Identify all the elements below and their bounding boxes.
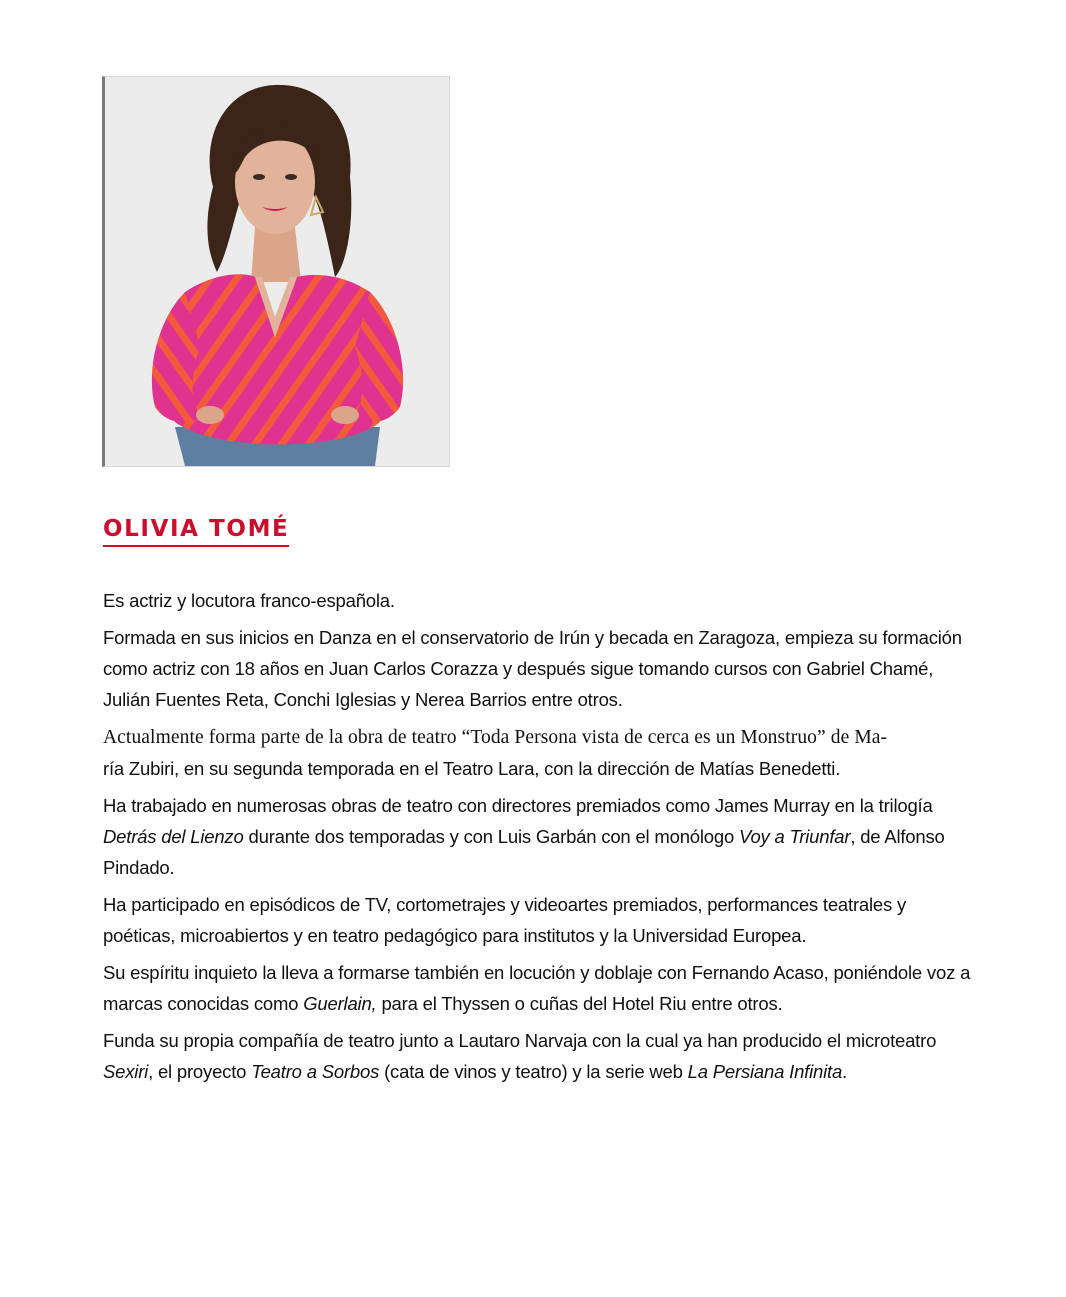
bio-paragraph-4 [103, 790, 983, 883]
work-title-voy-a-triunfar: Voy a Triunfar [739, 826, 851, 847]
work-title-teatro-a-sorbos: Teatro a Sorbos [251, 1061, 380, 1082]
bio-paragraph-6-text-b: para el Thyssen o cuñas del Hotel Riu entre otros. [376, 993, 783, 1014]
bio-paragraph-2: Formada en sus inicios en Danza en el conservatorio de Irún y becada en Zaragoza, empieza su formación como actriz con 18 años en Juan Carlos Corazza y después sigue tomando cursos con Gabriel Chamé, Julián Fuentes Reta, Conchi Iglesias y Nerea Barrios entre otros. [103, 627, 962, 710]
bio-paragraph-1: Es actriz y locutora franco-española. [103, 590, 395, 611]
bio-paragraph-6-text-a: Su espíritu inquieto la lleva a formarse también en locución y doblaje con Fernando Acaso, poniéndole voz a marcas conocidas como [103, 962, 971, 1014]
bio-paragraph-3 [103, 721, 983, 784]
bio-paragraph-3-line-1: Actualmente forma parte de la obra de teatro “Toda Persona vista de cerca es un Monstruo” de Ma- [103, 727, 888, 748]
work-title-detras-del-lienzo: Detrás del Lienzo [103, 826, 244, 847]
bio-paragraph-7-text-c: (cata de vinos y teatro) y la serie web [379, 1061, 688, 1082]
bio-paragraph-7 [103, 1025, 983, 1087]
biography [103, 585, 983, 1093]
bio-paragraph-4-text-a: Ha trabajado en numerosas obras de teatro con directores premiados como James Murray en la trilogía [103, 795, 933, 816]
bio-paragraph-4-text-c: , de Alfonso Pindado. [103, 826, 945, 878]
portrait-illustration [105, 77, 449, 466]
portrait-photo [102, 76, 450, 467]
work-title-la-persiana-infinita: La Persiana Infinita [687, 1061, 843, 1082]
bio-paragraph-7-text-b: , el proyecto [148, 1061, 252, 1082]
bio-paragraph-5: Ha participado en episódicos de TV, cortometrajes y videoartes premiados, performances teatrales y poéticas, microabiertos y en teatro pedagógico para institutos y la Universidad Europea. [103, 894, 907, 946]
person-name-heading: OLIVIA TOMÉ [103, 514, 289, 547]
bio-paragraph-6 [103, 957, 983, 1019]
work-title-sexiri: Sexiri [103, 1061, 149, 1082]
bio-paragraph-7-text-d: . [842, 1061, 847, 1082]
brand-guerlain: Guerlain, [303, 993, 377, 1014]
bio-paragraph-4-text-b: durante dos temporadas y con Luis Garbán con el monólogo [243, 826, 739, 847]
bio-paragraph-7-text-a: Funda su propia compañía de teatro junto a Lautaro Narvaja con la cual ya han producido el microteatro [103, 1030, 937, 1051]
bio-paragraph-3-line-2: ría Zubiri, en su segunda temporada en el Teatro Lara, con la dirección de Matías Benedetti. [103, 758, 841, 779]
